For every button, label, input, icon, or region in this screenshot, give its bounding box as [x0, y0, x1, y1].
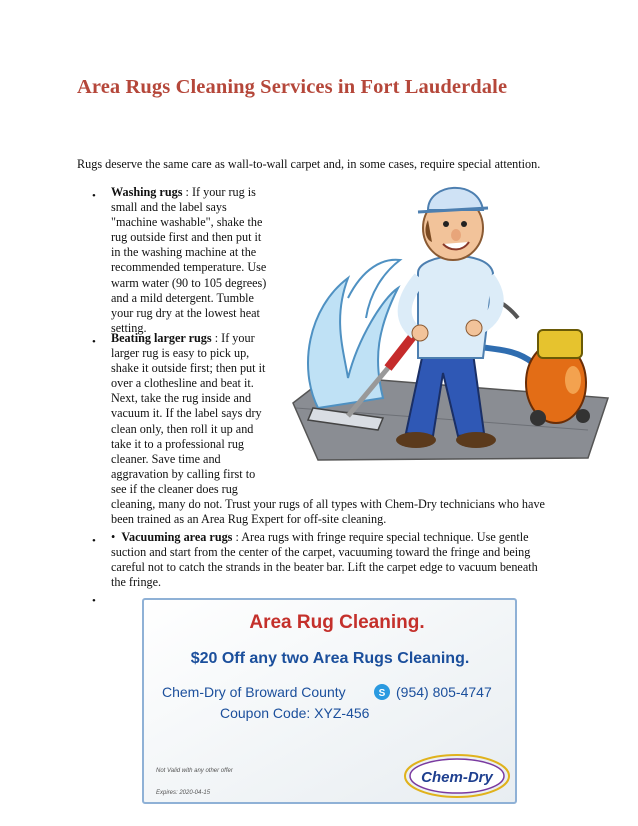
- intro-paragraph: Rugs deserve the same care as wall-to-wall carpet and, in some cases, require special attention.: [77, 157, 541, 171]
- item-text: suction and start from the center of the carpet, vacuuming toward the fringe and being: [111, 545, 531, 560]
- item-text: small and the label says: [111, 200, 227, 215]
- item-text: in the washing machine at the: [111, 245, 257, 260]
- vacuuming-area-rugs-item: [111, 530, 538, 590]
- item-text: clean only, then roll it up and: [111, 421, 254, 436]
- coupon-offer: $20 Off any two Area Rugs Cleaning.: [190, 650, 470, 667]
- coupon-fine-print: Not Valid with any other offer: [156, 768, 233, 774]
- item-text: "machine washable", shake the: [111, 215, 263, 230]
- item-text: careful not to catch the strands in the beater bar. Lift the carpet edge to vacuum beneath: [111, 560, 538, 575]
- item-text: vacuum it. If the label says dry: [111, 406, 262, 421]
- item-text: : If your: [211, 331, 255, 345]
- item-text: Next, take the rug inside and: [111, 391, 252, 406]
- bullet: •: [92, 336, 96, 348]
- inline-bullet: •: [111, 530, 116, 544]
- item-text: been trained as an Area Rug Expert for off-site cleaning.: [111, 512, 387, 527]
- item-text: larger rug is easy to pick up,: [111, 346, 250, 361]
- item-text: see if the cleaner does rug: [111, 481, 238, 496]
- beating-larger-rugs-item: [111, 331, 545, 527]
- item-text: cleaner. Save time and: [111, 451, 221, 466]
- item-text: cleaning, many do not. Trust your rugs of all types with Chem-Dry technicians who have: [111, 497, 545, 512]
- item-heading: Washing rugs: [111, 185, 183, 199]
- chem-dry-logo: [405, 755, 509, 797]
- coupon-code: Coupon Code: XYZ-456: [220, 705, 370, 721]
- item-text: rug outside first and then put it: [111, 230, 262, 245]
- item-text: : If your rug is: [182, 185, 256, 199]
- item-text: recommended temperature. Use: [111, 260, 267, 275]
- item-heading: Beating larger rugs: [111, 331, 212, 345]
- bullet: •: [92, 595, 96, 607]
- skype-icon: [374, 684, 390, 700]
- bullet: •: [92, 535, 96, 547]
- coupon-phone: (954) 805-4747: [396, 684, 492, 700]
- item-text: setting.: [111, 320, 147, 335]
- item-text: warm water (90 to 105 degrees): [111, 275, 267, 290]
- coupon-headline: Area Rug Cleaning.: [249, 612, 425, 633]
- coupon-expires: Expires: 2020-04-15: [156, 790, 211, 796]
- logo-text: Chem-Dry: [421, 769, 493, 786]
- item-text: : Area rugs with fringe require special technique. Use gentle: [232, 530, 529, 544]
- svg-text:S: S: [378, 688, 386, 699]
- item-text: over a clothesline and beat it.: [111, 376, 254, 391]
- item-text: take it to a professional rug: [111, 436, 245, 451]
- item-text: your rug dry at the lowest heat: [111, 305, 260, 320]
- coupon-image: [142, 598, 517, 804]
- bullet: •: [92, 190, 96, 202]
- item-text: and a mild detergent. Tumble: [111, 290, 254, 305]
- page-title: Area Rugs Cleaning Services in Fort Lauderdale: [77, 76, 508, 98]
- item-heading: Vacuuming area rugs: [121, 530, 233, 544]
- item-text: shake it outside first; then put it: [111, 361, 266, 376]
- washing-rugs-item: [111, 185, 266, 336]
- coupon-company: Chem-Dry of Broward County: [162, 684, 346, 700]
- item-text: the fringe.: [111, 575, 162, 590]
- item-text: aggravation by calling first to: [111, 466, 256, 481]
